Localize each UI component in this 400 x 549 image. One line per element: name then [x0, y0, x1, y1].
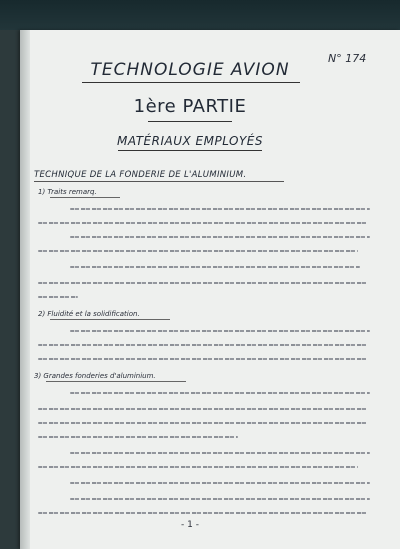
section-heading-underline — [34, 181, 284, 182]
text-line — [70, 392, 370, 394]
document-page — [20, 30, 400, 549]
text-line — [38, 466, 358, 468]
section-heading: TECHNIQUE DE LA FONDERIE DE L'ALUMINIUM. — [34, 170, 247, 180]
subtitle-underline — [118, 150, 262, 151]
item-2-underline — [50, 319, 170, 320]
text-line — [38, 422, 368, 424]
text-line — [70, 482, 370, 484]
title-underline — [82, 82, 300, 83]
text-line — [38, 408, 368, 410]
part-underline — [148, 121, 232, 122]
text-line — [70, 452, 370, 454]
item-1-underline — [50, 197, 120, 198]
text-line — [38, 250, 358, 252]
page-number: - 1 - — [181, 520, 199, 530]
document-number: N° 174 — [328, 52, 367, 65]
text-line — [38, 436, 238, 438]
text-line — [38, 358, 368, 360]
item-2-title: 2) Fluidité et la solidification. — [38, 310, 140, 318]
subtitle: MATÉRIAUX EMPLOYÉS — [117, 134, 263, 148]
text-line — [70, 236, 370, 238]
item-3-title: 3) Grandes fonderies d'aluminium. — [34, 372, 156, 380]
page-binding — [20, 30, 30, 549]
text-line — [70, 498, 370, 500]
text-line — [38, 296, 78, 298]
item-3-underline — [46, 381, 186, 382]
text-line — [70, 330, 370, 332]
part-title: 1ère PARTIE — [133, 96, 247, 117]
item-1-title: 1) Traits remarq. — [38, 188, 97, 196]
text-line — [38, 344, 368, 346]
document-title: TECHNOLOGIE AVION — [90, 60, 290, 80]
text-line — [38, 282, 368, 284]
text-line — [70, 266, 360, 268]
text-line — [38, 222, 368, 224]
backdrop-left — [0, 30, 22, 549]
text-line — [70, 208, 370, 210]
text-line — [38, 512, 368, 514]
